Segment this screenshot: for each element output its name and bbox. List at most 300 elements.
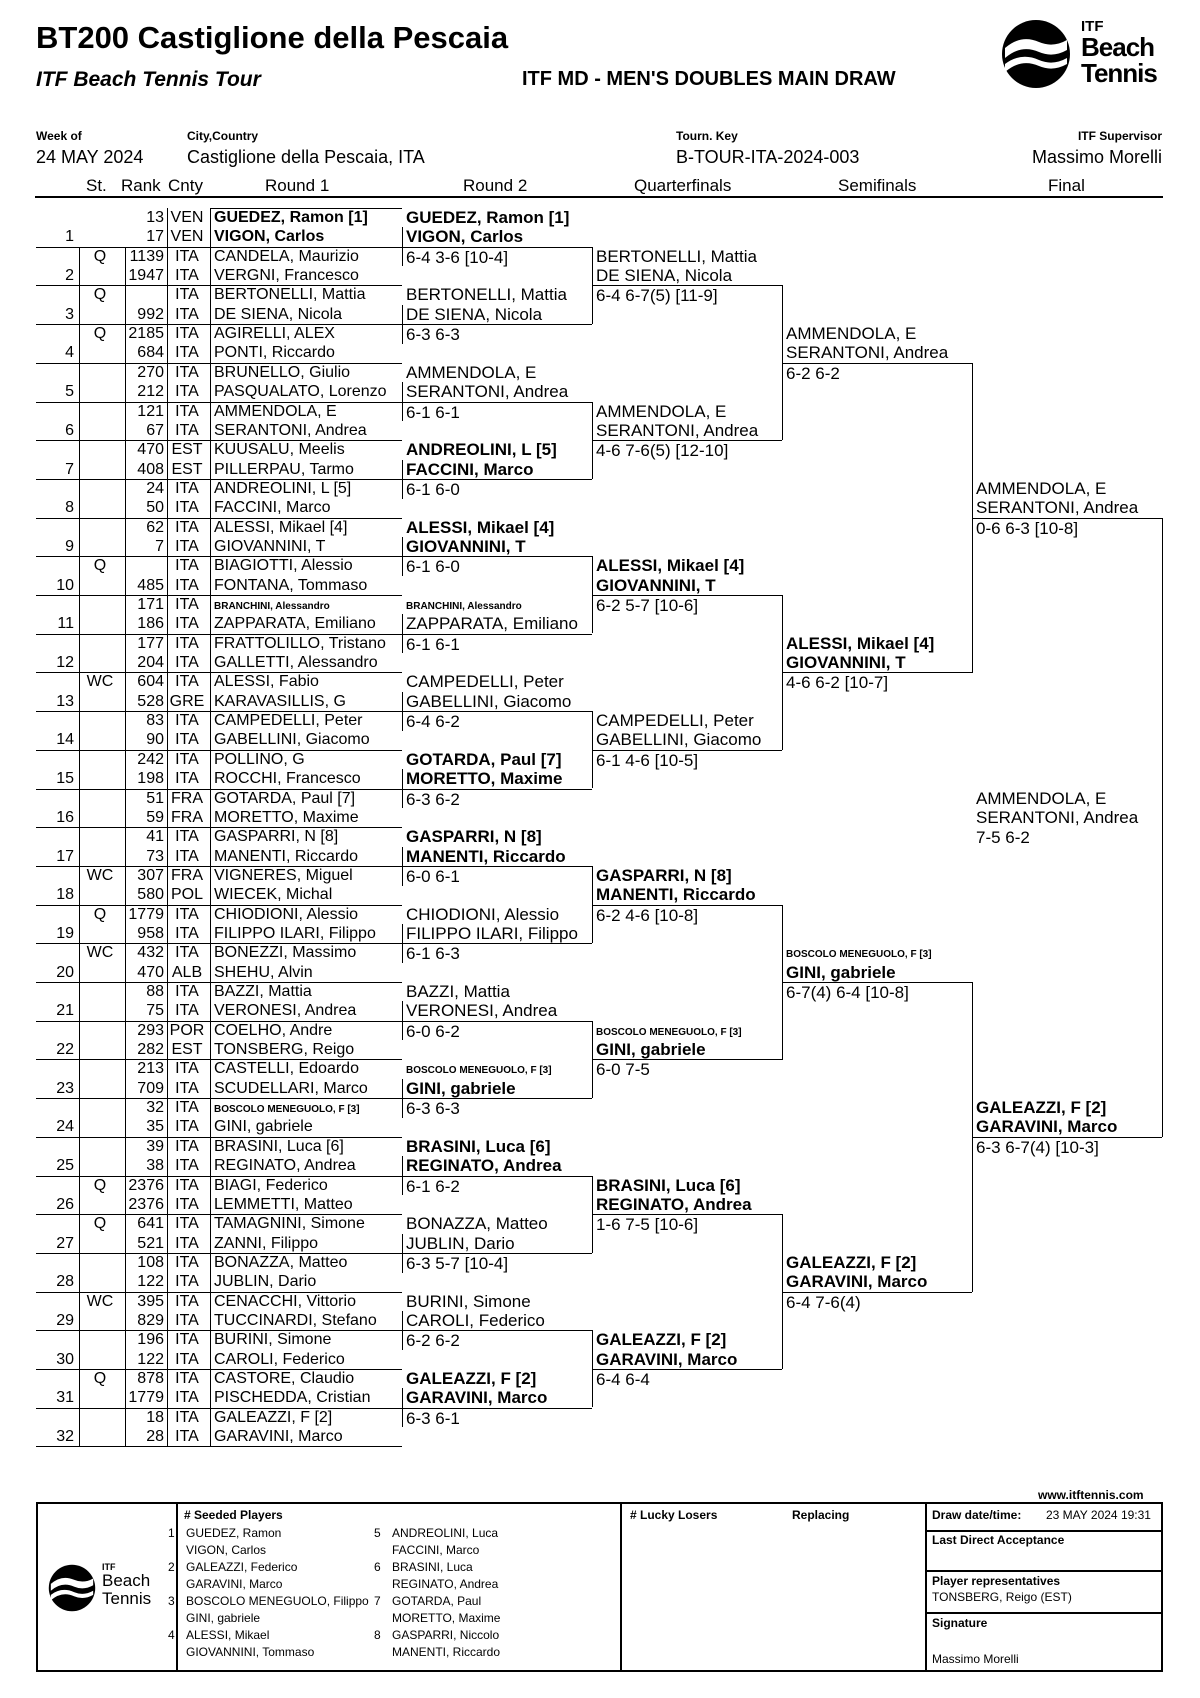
match-score: 6-1 4-6 [10-5] (596, 751, 699, 770)
player-name: GABELLINI, Giacomo (214, 731, 370, 748)
player-country: ITA (175, 1409, 199, 1426)
signature-label: Signature (932, 1616, 988, 1630)
player-country: ITA (175, 1389, 199, 1406)
player-name: BRUNELLO, Giulio (214, 364, 351, 381)
player-country: ITA (175, 422, 199, 439)
player-rank: 59 (146, 809, 164, 826)
bracket-line (592, 595, 782, 596)
player-rank: 242 (137, 751, 164, 768)
player-country: ITA (175, 499, 199, 516)
wave-logo-icon (44, 1560, 100, 1616)
draw-position: 30 (56, 1351, 74, 1368)
draw-position: 13 (56, 693, 74, 710)
seed-player-name: GARAVINI, Marco (186, 1577, 283, 1591)
player-rank: 35 (146, 1118, 164, 1135)
week-label: Week of (36, 129, 82, 143)
player-country: ITA (175, 344, 199, 361)
bracket-line (972, 1137, 1162, 1138)
player-rank: 38 (146, 1157, 164, 1174)
winner-partner-name: FACCINI, Marco (406, 460, 534, 479)
bracket-line (402, 943, 592, 944)
winner-name: BONAZZA, Matteo (406, 1214, 548, 1233)
player-rank: 198 (137, 770, 164, 787)
player-country: ALB (171, 964, 203, 981)
player-name: BAZZI, Mattia (214, 983, 312, 1000)
match-score: 6-0 6-2 (406, 1022, 460, 1041)
draw-position: 18 (56, 886, 74, 903)
entry-status: WC (86, 944, 114, 961)
winner-partner-name: VERONESI, Andrea (406, 1001, 558, 1020)
bracket-line (592, 1214, 782, 1215)
footer-rule (927, 1570, 1161, 1572)
player-name: WIECEK, Michal (214, 886, 333, 903)
player-country: ITA (175, 364, 199, 381)
match-score: 6-1 6-3 (406, 944, 460, 963)
footer-logo-tennis: Tennis (102, 1589, 152, 1608)
col-final: Final (1048, 176, 1085, 195)
player-rank: 88 (146, 983, 164, 1000)
footer-divider (925, 1504, 927, 1670)
draw-position: 31 (56, 1389, 74, 1406)
logo-beach-text: Beach (1081, 32, 1155, 62)
player-country: ITA (175, 1157, 199, 1174)
match-score: 6-4 7-6(4) (786, 1293, 861, 1312)
player-name: TONSBERG, Reigo (214, 1041, 355, 1058)
player-country: ITA (175, 1118, 199, 1135)
player-rank: 432 (137, 944, 164, 961)
player-country: ITA (175, 1273, 199, 1290)
seed-player-name: GASPARRI, Niccolo (392, 1628, 500, 1642)
replacing-title: Replacing (792, 1508, 850, 1522)
footer-logo (44, 1560, 152, 1620)
player-rank: 196 (137, 1331, 164, 1348)
winner-name: AMMENDOLA, E (406, 363, 537, 382)
player-country: ITA (175, 267, 199, 284)
draw-position: 6 (65, 422, 74, 439)
bracket-line (402, 479, 592, 480)
player-rank: 395 (137, 1293, 164, 1310)
player-country: ITA (175, 673, 199, 690)
entry-status: WC (86, 867, 114, 884)
player-name: KARAVASILLIS, G (214, 693, 346, 710)
player-rank: 213 (137, 1060, 164, 1077)
player-rank: 709 (137, 1080, 164, 1097)
player-rank: 67 (146, 422, 164, 439)
footer-rule (927, 1530, 1161, 1532)
match-score: 6-2 4-6 [10-8] (596, 906, 699, 925)
bracket-connector (592, 556, 593, 633)
player-name: VIGNERES, Miguel (214, 867, 353, 884)
player-name: SHEHU, Alvin (214, 964, 313, 981)
player-country: EST (171, 441, 203, 458)
match-score: 6-0 6-1 (406, 867, 460, 886)
draw-position: 3 (65, 306, 74, 323)
winner-partner-name: VIGON, Carlos (406, 227, 524, 246)
tourn-key-label: Tourn. Key (676, 129, 738, 143)
tournament-title: BT200 Castiglione della Pescaia (36, 20, 509, 55)
bracket-connector (402, 460, 403, 499)
winner-partner-name: GABELLINI, Giacomo (406, 692, 572, 711)
player-name: GUEDEZ, Ramon [1] (214, 209, 368, 226)
logo-itf-text: ITF (1081, 18, 1104, 35)
match-score: 6-3 6-7(4) [10-3] (976, 1138, 1099, 1157)
bracket-connector (592, 402, 593, 479)
player-country: ITA (175, 615, 199, 632)
player-rank: 293 (137, 1022, 164, 1039)
winner-partner-name: GIOVANNINI, T (406, 537, 526, 556)
entry-status: Q (93, 286, 107, 303)
player-country: ITA (175, 944, 199, 961)
player-name: JUBLIN, Dario (214, 1273, 317, 1290)
match-score: 6-1 6-0 (406, 480, 460, 499)
player-country: ITA (175, 1312, 199, 1329)
player-name: VIGON, Carlos (214, 228, 325, 245)
supervisor-value: Massimo Morelli (1031, 147, 1162, 167)
player-country: ITA (175, 1002, 199, 1019)
player-country: ITA (175, 1428, 199, 1445)
entry-status: Q (93, 325, 107, 342)
draw-position: 10 (56, 577, 74, 594)
player-name: ZANNI, Filippo (214, 1235, 319, 1252)
player-name: BOSCOLO MENEGUOLO, F [3] (214, 1104, 360, 1115)
winner-partner-name: MANENTI, Riccardo (406, 847, 566, 866)
draw-position: 21 (56, 1002, 74, 1019)
winner-name: GALEAZZI, F [2] (406, 1369, 537, 1388)
seed-player-name: ANDREOLINI, Luca (392, 1526, 499, 1540)
player-name: BERTONELLI, Mattia (214, 286, 366, 303)
winner-partner-name: DE SIENA, Nicola (406, 305, 543, 324)
player-country: ITA (175, 1138, 199, 1155)
bracket-connector (402, 1001, 403, 1040)
bracket-connector (402, 769, 403, 808)
match-score: 6-3 6-3 (406, 325, 460, 344)
match-score: 6-0 7-5 (596, 1060, 650, 1079)
winner-name: BOSCOLO MENEGUOLO, F [3] (786, 949, 932, 960)
match-score: 6-1 6-1 (406, 635, 460, 654)
bracket-line (972, 518, 1162, 519)
player-country: ITA (175, 1235, 199, 1252)
match-score: 6-1 6-0 (406, 557, 460, 576)
player-rank: 18 (146, 1409, 164, 1426)
winner-name: AMMENDOLA, E (976, 479, 1107, 498)
player-rank: 408 (137, 461, 164, 478)
match-score: 6-4 3-6 [10-4] (406, 248, 509, 267)
footer-divider (620, 1504, 622, 1670)
bracket-line (402, 556, 592, 557)
player-rank: 121 (137, 403, 164, 420)
player-name: BRASINI, Luca [6] (214, 1138, 344, 1155)
winner-name: GASPARRI, N [8] (406, 827, 542, 846)
seed-number: 5 (374, 1526, 381, 1540)
match-score: 6-2 6-2 (786, 364, 840, 383)
seed-number: 2 (168, 1560, 175, 1574)
winner-name: GOTARDA, Paul [7] (406, 750, 562, 769)
bracket-connector (782, 595, 783, 750)
player-rank: 39 (146, 1138, 164, 1155)
bracket-line (592, 905, 782, 906)
player-country: ITA (175, 248, 199, 265)
player-rank: 307 (137, 867, 164, 884)
player-name: BRANCHINI, Alessandro (214, 601, 330, 612)
bracket-line (402, 1176, 592, 1177)
player-name: GASPARRI, N [8] (214, 828, 339, 845)
winner-partner-name: MANENTI, Riccardo (596, 885, 756, 904)
signature-value: Massimo Morelli (932, 1652, 1019, 1666)
draw-position: 25 (56, 1157, 74, 1174)
winner-name: GALEAZZI, F [2] (786, 1253, 917, 1272)
winner-partner-name: GINI, gabriele (406, 1079, 516, 1098)
player-name: SCUDELLARI, Marco (214, 1080, 368, 1097)
player-name: GARAVINI, Marco (214, 1428, 343, 1445)
entry-status: Q (93, 557, 107, 574)
seed-number: 8 (374, 1628, 381, 1642)
seed-player-name: BRASINI, Luca (392, 1560, 473, 1574)
col-semifinals: Semifinals (838, 176, 917, 195)
seeded-players-title: # Seeded Players (184, 1508, 283, 1522)
winner-name: GALEAZZI, F [2] (976, 1098, 1107, 1117)
seed-player-name: GOTARDA, Paul (392, 1594, 482, 1608)
bracket-connector (782, 1214, 783, 1369)
player-reps-value: TONSBERG, Reigo (EST) (932, 1590, 1072, 1604)
bracket-line (592, 750, 782, 751)
player-name: VERONESI, Andrea (214, 1002, 357, 1019)
player-rank: 108 (137, 1254, 164, 1271)
winner-partner-name: GABELLINI, Giacomo (596, 730, 762, 749)
bracket-connector (402, 847, 403, 886)
bracket-line (402, 1098, 592, 1099)
entry-status: Q (93, 1177, 107, 1194)
player-country: ITA (175, 828, 199, 845)
winner-name: BERTONELLI, Mattia (596, 247, 757, 266)
player-rank: 2376 (128, 1196, 164, 1213)
logo-tennis-text: Tennis (1081, 58, 1157, 88)
player-rank: 186 (137, 615, 164, 632)
player-country: EST (171, 461, 203, 478)
player-name: FACCINI, Marco (214, 499, 331, 516)
entry-status: WC (86, 1293, 114, 1310)
entry-status: Q (93, 1370, 107, 1387)
winner-name: ANDREOLINI, L [5] (406, 440, 557, 459)
winner-partner-name: FILIPPO ILARI, Filippo (406, 924, 578, 943)
winner-name: ALESSI, Mikael [4] (786, 634, 935, 653)
bracket-connector (972, 363, 973, 673)
player-country: ITA (175, 1370, 199, 1387)
winner-name: BAZZI, Mattia (406, 982, 510, 1001)
match-score: 6-2 5-7 [10-6] (596, 596, 699, 615)
match-score: 6-2 6-2 (406, 1331, 460, 1350)
player-country: ITA (175, 286, 199, 303)
player-name: ROCCHI, Francesco (214, 770, 361, 787)
player-name: BIAGI, Federico (214, 1177, 328, 1194)
match-score: 4-6 7-6(5) [12-10] (596, 441, 729, 460)
player-name: FILIPPO ILARI, Filippo (214, 925, 376, 942)
bracket-connector (1162, 518, 1163, 1137)
player-country: ITA (175, 538, 199, 555)
player-name: FRATTOLILLO, Tristano (214, 635, 386, 652)
match-score: 6-3 6-2 (406, 790, 460, 809)
player-name: GOTARDA, Paul [7] (214, 790, 356, 807)
player-name: ZAPPARATA, Emiliano (214, 615, 376, 632)
player-name: BIAGIOTTI, Alessio (214, 557, 353, 574)
draw-position: 24 (56, 1118, 74, 1135)
player-rank: 1139 (129, 248, 164, 265)
player-country: ITA (175, 577, 199, 594)
player-rank: 641 (137, 1215, 164, 1232)
player-rank: 90 (146, 731, 164, 748)
player-rank: 470 (137, 441, 164, 458)
player-country: ITA (175, 1215, 199, 1232)
player-name: REGINATO, Andrea (214, 1157, 356, 1174)
player-country: ITA (175, 1080, 199, 1097)
bracket-line (782, 363, 972, 364)
winner-name: BURINI, Simone (406, 1292, 531, 1311)
draw-position: 4 (65, 344, 74, 361)
player-country: ITA (175, 1177, 199, 1194)
bracket-line (592, 1369, 782, 1370)
tour-subtitle: ITF Beach Tennis Tour (36, 68, 261, 91)
match-score: 7-5 6-2 (976, 828, 1030, 847)
bracket-connector (402, 1079, 403, 1118)
bracket-connector (402, 227, 403, 266)
player-name: GALEAZZI, F [2] (214, 1409, 333, 1426)
draw-position: 16 (56, 809, 74, 826)
last-direct-acceptance-label: Last Direct Acceptance (932, 1533, 1065, 1547)
player-name: POLLINO, G (214, 751, 305, 768)
seed-player-name: REGINATO, Andrea (392, 1577, 499, 1591)
player-country: ITA (175, 596, 199, 613)
draw-position: 1 (65, 228, 74, 245)
winner-name: GUEDEZ, Ramon [1] (406, 208, 570, 227)
player-name: AMMENDOLA, E (214, 403, 337, 420)
draw-position: 9 (65, 538, 74, 555)
player-rank: 32 (146, 1099, 164, 1116)
seed-player-name: MANENTI, Riccardo (392, 1645, 501, 1659)
seed-player-name: GUEDEZ, Ramon (186, 1526, 282, 1540)
draw-date-label: Draw date/time: (932, 1508, 1022, 1522)
seed-player-name: GIOVANNINI, Tommaso (186, 1645, 315, 1659)
col-round1: Round 1 (265, 176, 330, 195)
winner-name: CAMPEDELLI, Peter (596, 711, 754, 730)
player-rank: 75 (146, 1002, 164, 1019)
player-name: CANDELA, Maurizio (214, 248, 359, 265)
winner-name: BOSCOLO MENEGUOLO, F [3] (596, 1027, 742, 1038)
col-cnty: Cnty (168, 176, 203, 195)
seed-number: 6 (374, 1560, 381, 1574)
bracket-line (402, 1021, 592, 1022)
draw-position: 22 (56, 1041, 74, 1058)
player-country: ITA (175, 770, 199, 787)
player-rank: 122 (137, 1273, 164, 1290)
player-country: ITA (175, 480, 199, 497)
bracket-connector (402, 614, 403, 653)
player-country: ITA (175, 1060, 199, 1077)
bracket-line (402, 866, 592, 867)
col-round2: Round 2 (463, 176, 528, 195)
winner-name: BERTONELLI, Mattia (406, 285, 567, 304)
winner-partner-name: SERANTONI, Andrea (976, 808, 1139, 827)
supervisor-label: ITF Supervisor (1077, 129, 1162, 143)
player-name: CASTORE, Claudio (214, 1370, 355, 1387)
bracket-line (782, 982, 972, 983)
player-rank: 62 (146, 519, 164, 536)
bracket-connector (592, 1176, 593, 1253)
bracket-line (402, 247, 592, 248)
bracket-line (402, 324, 592, 325)
draw-position: 15 (56, 770, 74, 787)
match-score: 0-6 6-3 [10-8] (976, 519, 1079, 538)
match-line (36, 595, 402, 596)
bracket-connector (592, 711, 593, 788)
draw-position: 19 (56, 925, 74, 942)
seed-number: 4 (168, 1628, 175, 1642)
bracket-connector (972, 982, 973, 1292)
player-rank: 485 (137, 577, 164, 594)
winner-name: AMMENDOLA, E (976, 789, 1107, 808)
bracket-connector (782, 905, 783, 1060)
draw-date-value: 23 MAY 2024 19:31 (1046, 1508, 1151, 1522)
winner-partner-name: MORETTO, Maxime (406, 769, 563, 788)
bracket-connector (402, 1156, 403, 1195)
player-country: ITA (175, 1293, 199, 1310)
bracket-line (782, 1292, 972, 1293)
bracket-connector (782, 285, 783, 440)
match-line (36, 1098, 402, 1099)
seed-player-name: BOSCOLO MENEGUOLO, Filippo (186, 1594, 369, 1608)
player-country: ITA (175, 906, 199, 923)
draw-position: 32 (56, 1428, 74, 1445)
winner-name: AMMENDOLA, E (786, 324, 917, 343)
player-name: CHIODIONI, Alessio (214, 906, 359, 923)
player-country: ITA (175, 325, 199, 342)
state-column-rule (79, 247, 80, 1447)
player-country: ITA (175, 635, 199, 652)
seed-player-name: ALESSI, Mikael (186, 1628, 270, 1642)
winner-partner-name: GIOVANNINI, T (596, 576, 716, 595)
match-score: 6-4 6-4 (596, 1370, 650, 1389)
player-rank: 1947 (128, 267, 164, 284)
tourn-key-value: B-TOUR-ITA-2024-003 (676, 147, 860, 167)
player-country: ITA (175, 557, 199, 574)
player-country: ITA (175, 1254, 199, 1271)
player-rank: 41 (146, 828, 164, 845)
draw-name: ITF MD - MEN'S DOUBLES MAIN DRAW (522, 68, 896, 90)
player-rank: 177 (137, 635, 164, 652)
winner-name: BRANCHINI, Alessandro (406, 601, 522, 612)
bracket-line (402, 1408, 592, 1409)
match-score: 6-4 6-2 (406, 712, 460, 731)
bracket-line (402, 402, 592, 403)
draw-position: 5 (65, 383, 74, 400)
player-rank: 604 (137, 673, 164, 690)
winner-name: CAMPEDELLI, Peter (406, 672, 564, 691)
player-rank: 1779 (128, 906, 164, 923)
winner-partner-name: GARAVINI, Marco (596, 1350, 738, 1369)
winner-name: ALESSI, Mikael [4] (596, 556, 745, 575)
winner-name: ALESSI, Mikael [4] (406, 518, 555, 537)
player-rank: 212 (137, 383, 164, 400)
player-name: ANDREOLINI, L [5] (214, 480, 352, 497)
player-rank: 73 (146, 848, 164, 865)
player-rank: 24 (146, 480, 164, 497)
winner-partner-name: GARAVINI, Marco (406, 1388, 548, 1407)
winner-partner-name: GINI, gabriele (596, 1040, 706, 1059)
player-country: ITA (175, 519, 199, 536)
player-country: POL (170, 886, 203, 903)
winner-partner-name: GARAVINI, Marco (786, 1272, 928, 1291)
player-name: LEMMETTI, Matteo (214, 1196, 353, 1213)
footer-logo-itf: ITF (102, 1562, 116, 1572)
player-country: FRA (171, 809, 203, 826)
